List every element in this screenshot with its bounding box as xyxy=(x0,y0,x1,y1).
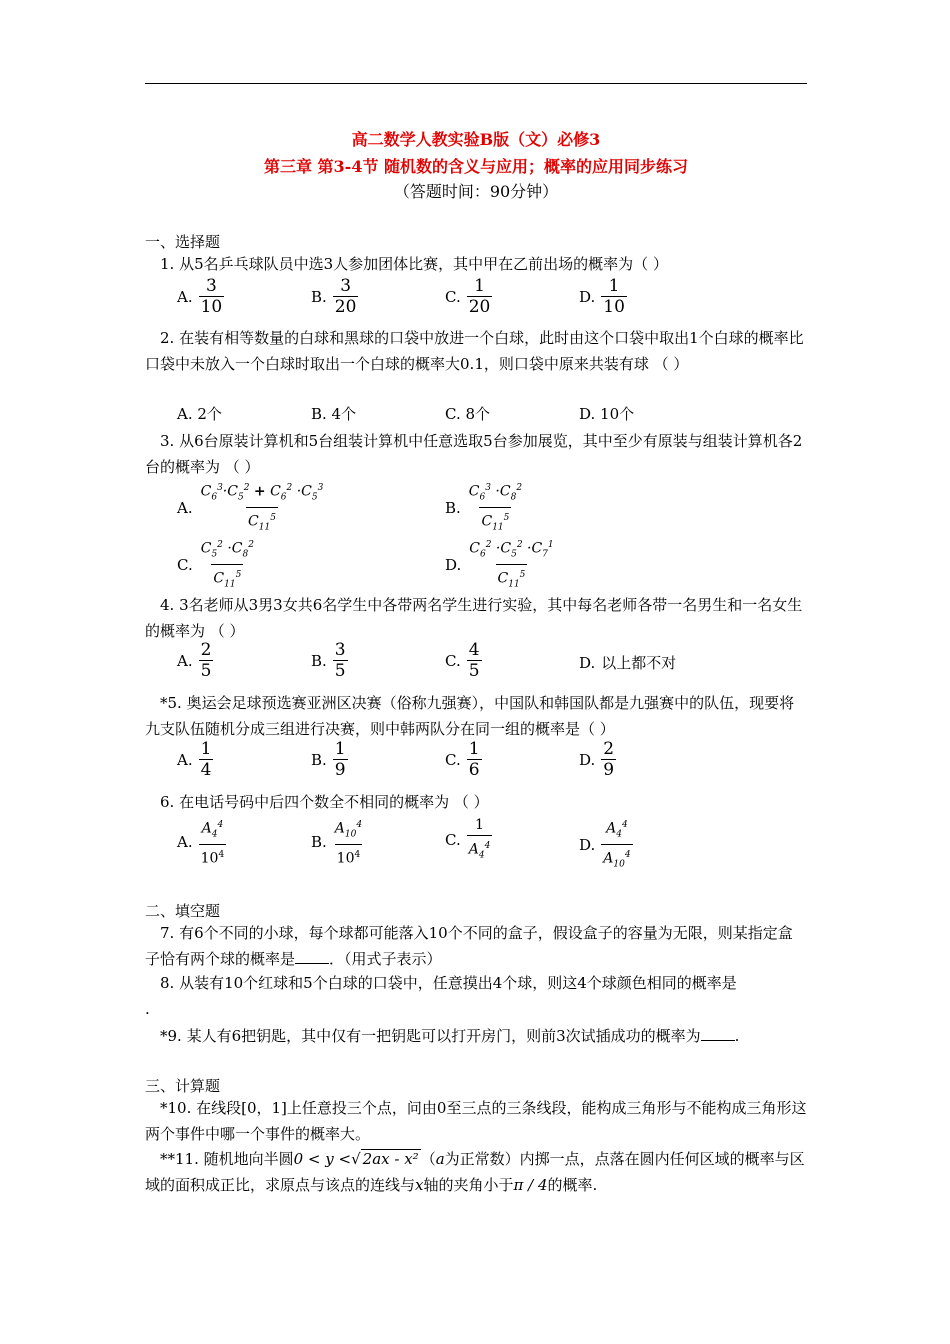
q8-tail: . xyxy=(145,1000,150,1018)
q4-option-b: B. 3 5 xyxy=(311,640,346,681)
q3-formula-c: $C_5^2 \cdot C_8^2$ $C_{11}^5$ xyxy=(199,535,256,595)
q7-answer-blank[interactable] xyxy=(295,949,329,964)
q6-formula-b: $A_{10}^4$ $10^4$ xyxy=(334,820,363,868)
title-line2: 第三章 第3-4节 随机数的含义与应用；概率的应用同步练习 xyxy=(263,157,689,176)
question-8: 8. 从装有10个红球和5个白球的口袋中，任意摸出4个球，则这4个球颜色相同的概率是 . xyxy=(145,974,737,1018)
question-7: 7. 有6个不同的小球，每个球都可能落入10个不同的盒子，假设盒子的容量为无限，则某指定盒子恰有两个球的概率是 ．（用式子表示） xyxy=(145,924,793,968)
top-rule xyxy=(145,83,807,84)
question-3: 3. 从6台原装计算机和5台组装计算机中任意选取5台参加展览，其中至少有原装与组装计算机各2台的概率为 （ ） xyxy=(145,432,803,476)
question-2: 2. 在装有相等数量的白球和黑球的口袋中放进一个白球，此时由这个口袋中取出1个白球的概率比口袋中未放入一个白球时取出一个白球的概率大0.1，则口袋中原来共装有球 （ ） xyxy=(145,329,804,373)
q6-option-b: B. $A_{10}^4$ $10^4$ xyxy=(311,815,364,869)
q5-option-c: C. 1 6 xyxy=(445,739,480,780)
q1-option-c: C. 1 20 xyxy=(445,276,491,317)
q1-option-b: B. 3 20 xyxy=(311,276,357,317)
q2-option-d: D. 10个 xyxy=(579,405,635,423)
section-choice: 一、选择题 xyxy=(145,233,221,251)
time-note: （答题时间：90分钟） xyxy=(393,182,559,201)
q4-option-c: C. 4 5 xyxy=(445,640,480,681)
q6-formula-d: $A_4^4$ $A_{10}^4$ xyxy=(601,815,632,875)
q3-option-a: A. $C_6^3\cdot C_5^2 + C_6^2 \cdot C_5^3$ $C_{11}^5$ xyxy=(177,478,325,538)
q3-formula-d: $C_6^2 \cdot C_5^2 \cdot C_7^1$ $C_{11}^5$ xyxy=(467,535,555,595)
title-line1: 高二数学人教实验B版（文）必修3 xyxy=(351,130,601,149)
q3-formula-b: $C_6^3 \cdot C_8^2$ $C_{11}^5$ xyxy=(467,478,524,538)
question-1: 1. 从5名乒乓球队员中选3人参加团体比赛，其中甲在乙前出场的概率为（ ） xyxy=(160,255,668,273)
q4-option-a: A. 2 5 xyxy=(177,640,212,681)
q1-option-d: D. 1 10 xyxy=(579,276,625,317)
section-calc: 三、计算题 xyxy=(145,1077,221,1095)
q6-option-a: A. $A_4^4$ $10^4$ xyxy=(177,815,226,869)
q5-option-d: D. 2 9 xyxy=(579,739,615,780)
q1-option-a: A. 3 10 xyxy=(177,276,223,317)
q2-option-b: B. 4个 xyxy=(311,405,357,423)
question-4: 4. 3名老师从3男3女共6名学生中各带两名学生进行实验，其中每名老师各带一名男生和一名女生的概率为 （ ） xyxy=(145,596,803,640)
q3-option-c: C. $C_5^2 \cdot C_8^2$ $C_{11}^5$ xyxy=(177,535,256,595)
q6-option-c: C. 1 $A_4^4$ xyxy=(445,815,492,865)
q3-option-b: B. $C_6^3 \cdot C_8^2$ $C_{11}^5$ xyxy=(445,478,524,538)
question-6: 6. 在电话号码中后四个数全不相同的概率为 （ ） xyxy=(160,793,489,811)
q5-option-a: A. 1 4 xyxy=(177,739,212,780)
section-fill: 二、填空题 xyxy=(145,902,221,920)
q5-option-b: B. 1 9 xyxy=(311,739,346,780)
question-9: *9. 某人有6把钥匙，其中仅有一把钥匙可以打开房门，则前3次试插成功的概率为 . xyxy=(160,1027,740,1045)
q6-formula-c: 1 $A_4^4$ xyxy=(467,815,493,865)
q4-option-d: D. 以上都不对 xyxy=(579,653,677,672)
question-11: **11. 随机地向半圆0 < y <√ 2ax - x² （a为正常数）内掷一点，点落在圆内任何区域的概率与区域的面积成正比，求原点与该点的连线与x轴的夹角小于π / 4的概率. xyxy=(145,1150,805,1194)
q2-option-c: C. 8个 xyxy=(445,405,491,423)
q3-formula-a: $C_6^3\cdot C_5^2 + C_6^2 \cdot C_5^3$ $C_{11}^5$ xyxy=(199,478,326,538)
question-10: *10. 在线段[0，1]上任意投三个点，问由0至三点的三条线段，能构成三角形与不能构成三角形这两个事件中哪一个事件的概率大。 xyxy=(145,1099,807,1143)
q6-option-d: D. $A_4^4$ $A_{10}^4$ xyxy=(579,815,633,875)
q2-option-a: A. 2个 xyxy=(177,405,222,423)
q6-formula-a: $A_4^4$ $10^4$ xyxy=(200,820,225,868)
q9-answer-blank[interactable] xyxy=(701,1026,735,1041)
q3-option-d: D. $C_6^2 \cdot C_5^2 \cdot C_7^1$ $C_{11}^5$ xyxy=(445,535,556,595)
question-5: *5. 奥运会足球预选赛亚洲区决赛（俗称九强赛），中国队和韩国队都是九强赛中的队伍，现要将九支队伍随机分成三组进行决赛，则中韩两队分在同一组的概率是（ ） xyxy=(145,694,795,738)
